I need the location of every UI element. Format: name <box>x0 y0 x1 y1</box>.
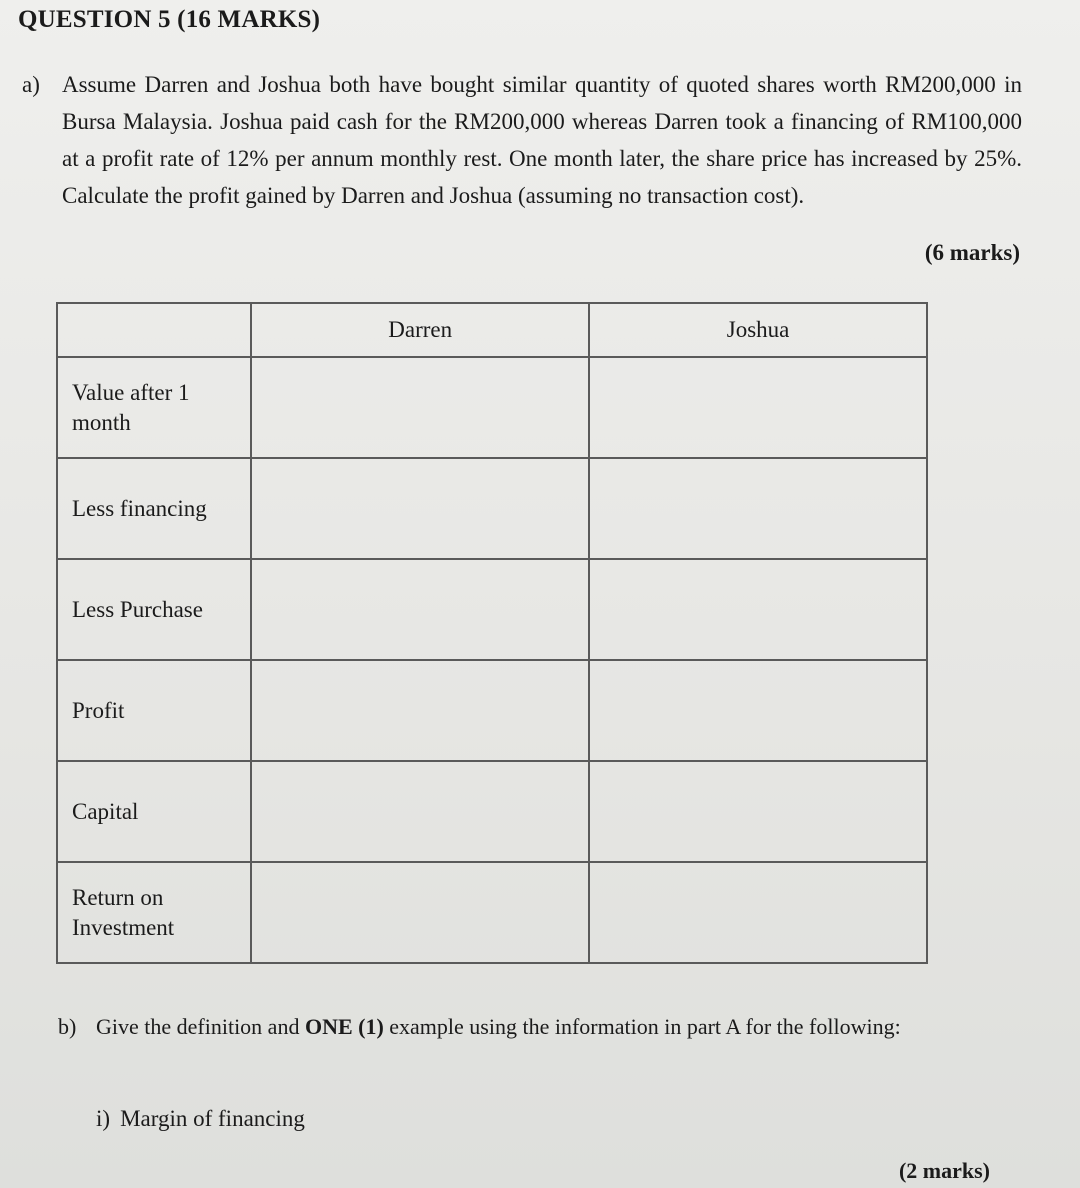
table-row <box>57 559 927 660</box>
table-row <box>57 357 927 458</box>
cell-darren-financing <box>251 458 589 559</box>
cell-joshua-purchase <box>589 559 927 660</box>
sub-item-text: Margin of financing <box>120 1106 305 1131</box>
part-b-text <box>96 1010 998 1043</box>
question-heading: QUESTION 5 (16 MARKS) <box>18 6 321 33</box>
part-b-text-bold: ONE (1) <box>304 1014 384 1039</box>
part-a-marks: (6 marks) <box>924 240 1020 265</box>
cell-darren-capital <box>251 761 589 862</box>
table-header-row <box>57 303 927 357</box>
table-row <box>57 761 927 862</box>
row-label-less-purchase: Less Purchase <box>57 559 251 660</box>
part-b-text-before: Give the definition and <box>96 1014 305 1039</box>
cell-joshua-capital <box>589 761 927 862</box>
part-a-label: a) <box>22 72 40 97</box>
part-a-question <box>22 66 1022 214</box>
table-row <box>57 660 927 761</box>
row-label-return-on-investment: Return on Investment <box>57 862 251 963</box>
cell-darren-roi <box>251 862 589 963</box>
cell-joshua-profit <box>589 660 927 761</box>
answer-table <box>56 302 928 964</box>
cell-joshua-financing <box>589 458 927 559</box>
sub-item-margin-of-financing <box>96 1106 305 1132</box>
sub-item-number: i) <box>96 1106 111 1131</box>
cell-darren-profit <box>251 660 589 761</box>
cell-darren-purchase <box>251 559 589 660</box>
cell-darren-value <box>251 357 589 458</box>
table-row <box>57 862 927 963</box>
cell-joshua-value <box>589 357 927 458</box>
row-label-profit: Profit <box>57 660 251 761</box>
row-label-capital: Capital <box>57 761 251 862</box>
part-b-question <box>58 1010 998 1043</box>
cell-joshua-roi <box>589 862 927 963</box>
row-label-less-financing: Less financing <box>57 458 251 559</box>
table-row <box>57 458 927 559</box>
row-label-value-after-1-month: Value after 1 month <box>57 357 251 458</box>
table-header-joshua: Joshua <box>589 303 927 357</box>
part-b-text-after: example using the information in part A for the following: <box>383 1014 901 1039</box>
table-header-darren: Darren <box>251 303 589 357</box>
table-header-blank <box>57 303 251 357</box>
part-a-text: Assume Darren and Joshua both have bought similar quantity of quoted shares worth RM200,000 in Bursa Malaysia. Joshua paid cash for the RM200,000 whereas Darren took a financing of RM100,000 at a profit rate of 12% per annum monthly rest. One month later, the share price has increased by 25%. Calculate the profit gained by Darren and Joshua (assuming no transaction cost). <box>62 72 1022 208</box>
part-b-marks: (2 marks) <box>898 1158 990 1183</box>
part-b-label: b) <box>58 1014 77 1039</box>
